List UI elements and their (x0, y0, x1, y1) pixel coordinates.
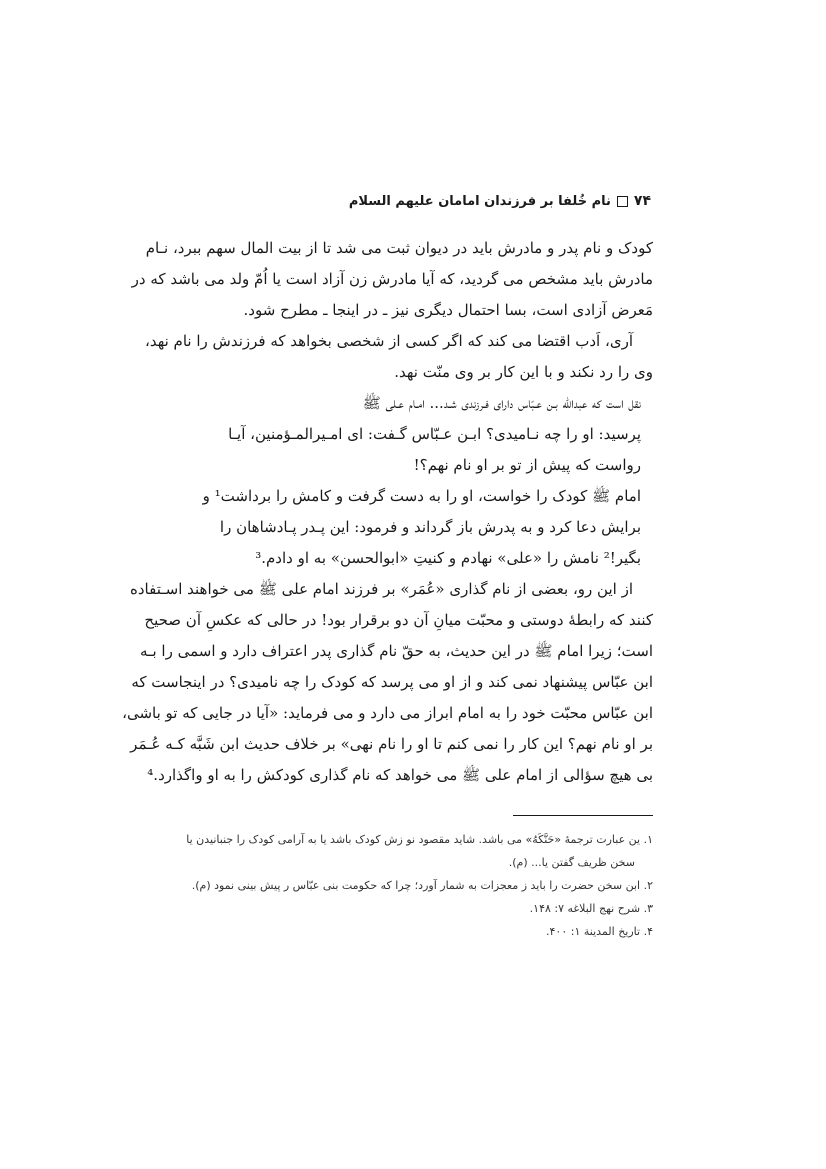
quoted-narration (202, 388, 653, 574)
text-line: مَعرض آزادی است، بسا احتمال دیگری نیز ـ در اینجا ـ مطرح شود. (243, 301, 653, 319)
footnote: ۳. شرح نهج البلاغه ۷: ۱۴۸. (529, 902, 653, 915)
text-line: است؛ زیرا امام ﷺ در این حدیث، به حقّ نام گذاری پدر اعتراف دارد و اسمی را بـه (140, 642, 653, 660)
text-line: آری، اَدب اقتضا می کند که اگر کسی از شخصی بخواهد که فرزندش را نام نهد، (144, 332, 633, 350)
main-text (122, 233, 653, 791)
text-line: بر او نام نهم؟ این کار را نمی کنم تا او را نام نهی» بر خلاف حدیث ابن شَبَّه کـه عُـمَر (130, 735, 653, 753)
quote-line: رواست که پیش از تو بر او نام نهم؟! (413, 456, 641, 474)
text-line: ابن عبّاس محبّت خود را به امام ابراز می دارد و می فرماید: «آیا در جایی که تو باشی، (122, 704, 653, 722)
text-line: کنند که رابطهٔ دوستی و محبّت میانِ آن دو برقرار بود! در حالی که عکسِ آن صحیح (144, 611, 653, 629)
square-ornament-icon (617, 196, 628, 207)
footnote: ۴. تاریخ المدینة ۱: ۴۰۰. (546, 925, 653, 938)
text-line: از این رو، بعضی از نام گذاری «عُمَر» بر فرزند امام علی ﷺ می خواهند اسـتفاده (130, 580, 633, 598)
quote-line: برایش دعا کرد و به پدرش باز گرداند و فرمود: این پـدر پـادشاهان را (219, 518, 641, 536)
running-title: نام خُلفا بر فرزندان امامان علیهم السلام (348, 193, 611, 209)
page-number: ۷۴ (633, 193, 651, 209)
running-header (349, 193, 651, 209)
footnote: ۲. ابن سخن حضرت را باید ز معجزات به شمار آورد؛ چرا که حکومت بنی عبّاس ر پیش بینی نمود (م). (191, 879, 653, 892)
text-line: وی را رد نکند و با این کار بر وی منّت نهد. (394, 363, 653, 381)
text-line: کودک و نام پدر و مادرش باید در دیوان ثبت می شد تا از بیت المال سهم ببرد، نـام (145, 239, 653, 257)
quote-line: امام ﷺ کودک را خواست، او را به دست گرفت و کامش را برداشت¹ و (202, 487, 641, 505)
quote-line: نقل است که عبدالله بـن عـبّاس دارای فـرزندی شـد... امـام عـلی ﷺ (362, 394, 641, 412)
footnote: ۱. ین عبارت ترجمهٔ «حَنَّکَهُ» می باشد. شاید مقصود نو زش کودک باشد یا به آرامی کودک را جنبانیدن یا (186, 833, 653, 846)
text-line: مادرش باید مشخص می گردید، که آیا مادرش زن آزاد است یا اُمّ ولد می باشد که در (131, 270, 653, 288)
footnote-continuation: سخن ظریف گفتن یا... (م). (508, 856, 635, 869)
quote-line: بگیر!² نامش را «علی» نهادم و کنیتِ «ابوالحسن» به او دادم.³ (255, 549, 641, 567)
footnote-divider (513, 815, 653, 816)
footnotes (172, 828, 653, 943)
text-line: بی هیچ سؤالی از امام علی ﷺ می خواهد که نام گذاری کودکش را به او واگذارد.⁴ (147, 766, 653, 784)
quote-line: پرسید: او را چه نـامیدی؟ ابـن عـبّاس گـفت: ای امـیرالمـؤمنین، آیـا (228, 425, 641, 443)
text-line: ابن عبّاس پیشنهاد نمی کند و از او می پرسد که کودک را چه نامیدی؟ در اینجاست که (131, 673, 653, 691)
